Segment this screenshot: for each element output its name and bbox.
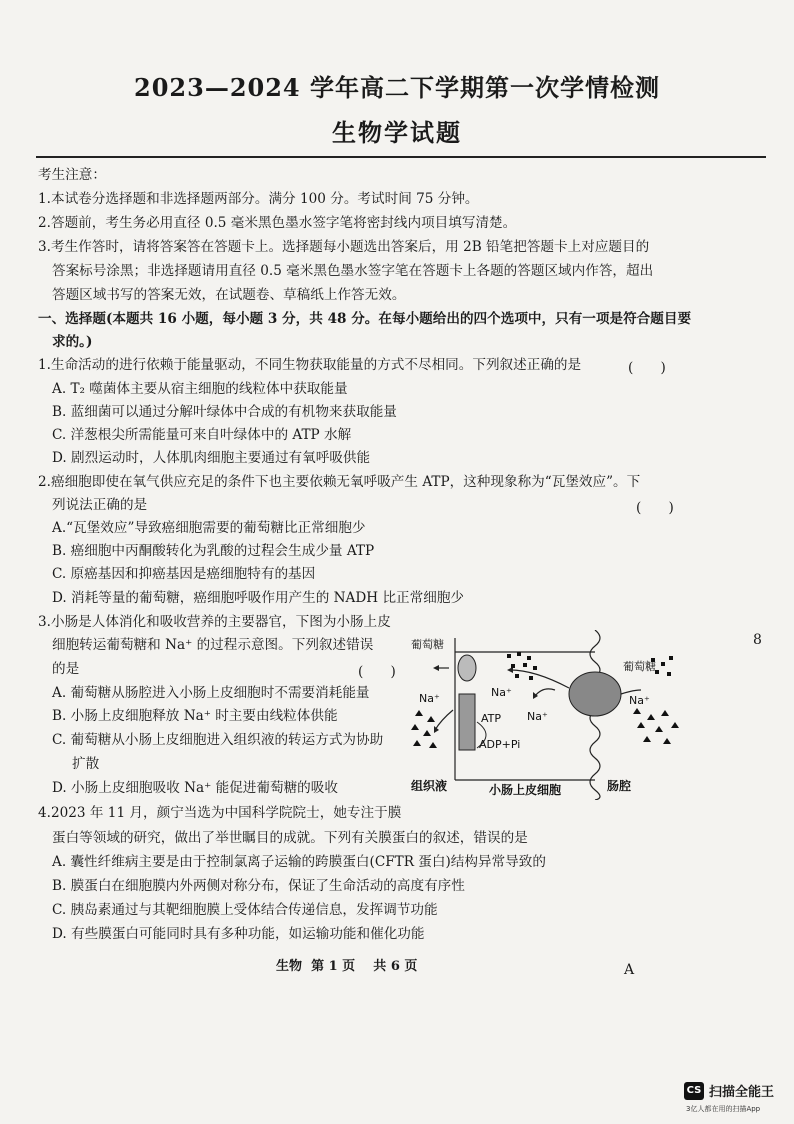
section-heading-cont: 求的。) [52,334,93,350]
sodium-particles-lumen [633,708,679,744]
notice-item-3-cont2: 答题区域书写的答案无效，在试题卷、草稿纸上作答无效。 [52,287,406,303]
scanner-logo-icon: CS [684,1082,704,1100]
q4-option-d: D. 有些膜蛋白可能同时具有多种功能，如运输功能和催化功能 [52,926,425,942]
glucose-transport-diagram [405,630,690,800]
q3-stem-cont: 细胞转运葡萄糖和 Na⁺ 的过程示意图。下列叙述错误 [52,637,374,653]
q3-option-a: A. 葡萄糖从肠腔进入小肠上皮细胞时不需要消耗能量 [52,685,370,701]
q3-option-c-cont: 扩散 [72,756,100,772]
q3-stem: 3.小肠是人体消化和吸收营养的主要器官，下图为小肠上皮 [38,614,391,630]
title-divider [36,156,766,158]
q2-option-d: D. 消耗等量的葡萄糖，癌细胞呼吸作用产生的 NADH 比正常细胞少 [52,590,465,606]
q4-option-b: B. 膜蛋白在细胞膜内外两侧对称分布，保证了生命活动的高度有序性 [52,878,465,894]
label-epithelial-cell: 小肠上皮细胞 [489,783,562,797]
exam-subtitle: 生物学试题 [332,118,462,147]
label-lumen: 肠腔 [607,779,632,793]
label-na-mid2: Na⁺ [527,710,548,723]
exam-title: 2023—2024 学年高二下学期第一次学情检测 [134,73,660,102]
notice-item-3-cont: 答案标号涂黑；非选择题请用直径 0.5 毫米黑色墨水签字笔在答题卡上各题的答题区域内作答，超出 [52,263,654,279]
q2-option-c: C. 原癌基因和抑癌基因是癌细胞特有的基因 [52,566,316,582]
label-tissue-fluid: 组织液 [411,779,448,793]
label-glucose-left: 葡萄糖 [411,638,444,651]
glucose-particles-cell [507,652,537,680]
q3-option-d: D. 小肠上皮细胞吸收 Na⁺ 能促进葡萄糖的吸收 [52,780,338,796]
q3-option-b: B. 小肠上皮细胞释放 Na⁺ 时主要由线粒体供能 [52,708,338,724]
q1-option-c: C. 洋葱根尖所需能量可来自叶绿体中的 ATP 水解 [52,427,352,443]
q1-option-a: A. T₂ 噬菌体主要从宿主细胞的线粒体中获取能量 [52,381,348,397]
q4-stem: 4.2023 年 11 月，颜宁当选为中国科学院院士，她专注于膜 [38,805,402,821]
scanner-watermark [684,1081,774,1100]
q2-option-b: B. 癌细胞中丙酮酸转化为乳酸的过程会生成少量 ATP [52,543,375,559]
q1-option-d: D. 剧烈运动时，人体肌肉细胞主要通过有氧呼吸供能 [52,450,371,466]
page-footer [276,955,417,974]
scanner-app-name: 扫描全能王 [709,1085,775,1100]
section-heading: 一、选择题(本题共 16 小题，每小题 3 分，共 48 分。在每小题给出的四个选项中，只有一项是符合题目要 [38,311,692,327]
label-atp: ATP [481,712,502,725]
q4-stem-cont: 蛋白等领域的研究，做出了举世瞩目的成就。下列有关膜蛋白的叙述，错误的是 [52,830,528,846]
q2-stem-cont: 列说法正确的是 [52,497,148,513]
footer-total: 共 6 页 [373,959,418,974]
cotransporter [569,672,621,716]
margin-number: 8 [753,632,762,648]
na-out-arrow [435,710,453,730]
label-na-left: Na⁺ [419,692,440,705]
q1-answer-paren: ( ) [628,360,666,376]
notice-item-2: 2.答题前，考生务必用直径 0.5 毫米黑色墨水签字笔将密封线内项目填写清楚。 [38,215,517,231]
sodium-pump [459,694,475,750]
q1-stem: 1.生命活动的进行依赖于能量驱动，不同生物获取能量的方式不尽相同。下列叙述正确的是 [38,357,582,373]
label-adp: ADP+Pi [479,738,521,751]
footer-page: 第 1 页 [311,959,356,974]
q2-option-a: A.“瓦堡效应”导致癌细胞需要的葡萄糖比正常细胞少 [52,520,366,536]
q2-stem: 2.癌细胞即使在氧气供应充足的条件下也主要依赖无氧呼吸产生 ATP，这种现象称为“瓦堡效应”。下 [38,474,641,490]
glucose-carrier [458,655,476,681]
q3-stem-cont2: 的是 [52,661,80,677]
label-glucose-right: 葡萄糖 [623,660,656,673]
label-na-right: Na⁺ [629,694,650,707]
margin-letter: A [624,962,635,978]
footer-subject: 生物 [276,959,303,974]
q4-option-a: A. 囊性纤维病主要是由于控制氯离子运输的跨膜蛋白(CFTR 蛋白)结构异常导致的 [52,854,546,870]
q4-option-c: C. 胰岛素通过与其靶细胞膜上受体结合传递信息，发挥调节功能 [52,902,438,918]
q3-option-c: C. 葡萄糖从小肠上皮细胞进入组织液的转运方式为协助 [52,732,384,748]
glucose-in-arrow [510,670,569,688]
scanner-tagline: 3亿人都在用的扫描App [686,1105,761,1113]
q3-answer-paren: ( ) [358,664,396,680]
notice-item-3: 3.考生作答时，请将答案答在答题卡上。选择题每小题选出答案后，用 2B 铅笔把答题卡上对应题目的 [38,239,650,255]
q1-option-b: B. 蓝细菌可以通过分解叶绿体中合成的有机物来获取能量 [52,404,397,420]
label-na-mid1: Na⁺ [491,686,512,699]
notice-heading: 考生注意： [38,167,106,183]
notice-item-1: 1.本试卷分选择题和非选择题两部分。满分 100 分。考试时间 75 分钟。 [38,191,479,207]
na-in-arrow [535,689,555,696]
q2-answer-paren: ( ) [636,500,674,516]
sodium-particles-tissue [411,710,437,748]
